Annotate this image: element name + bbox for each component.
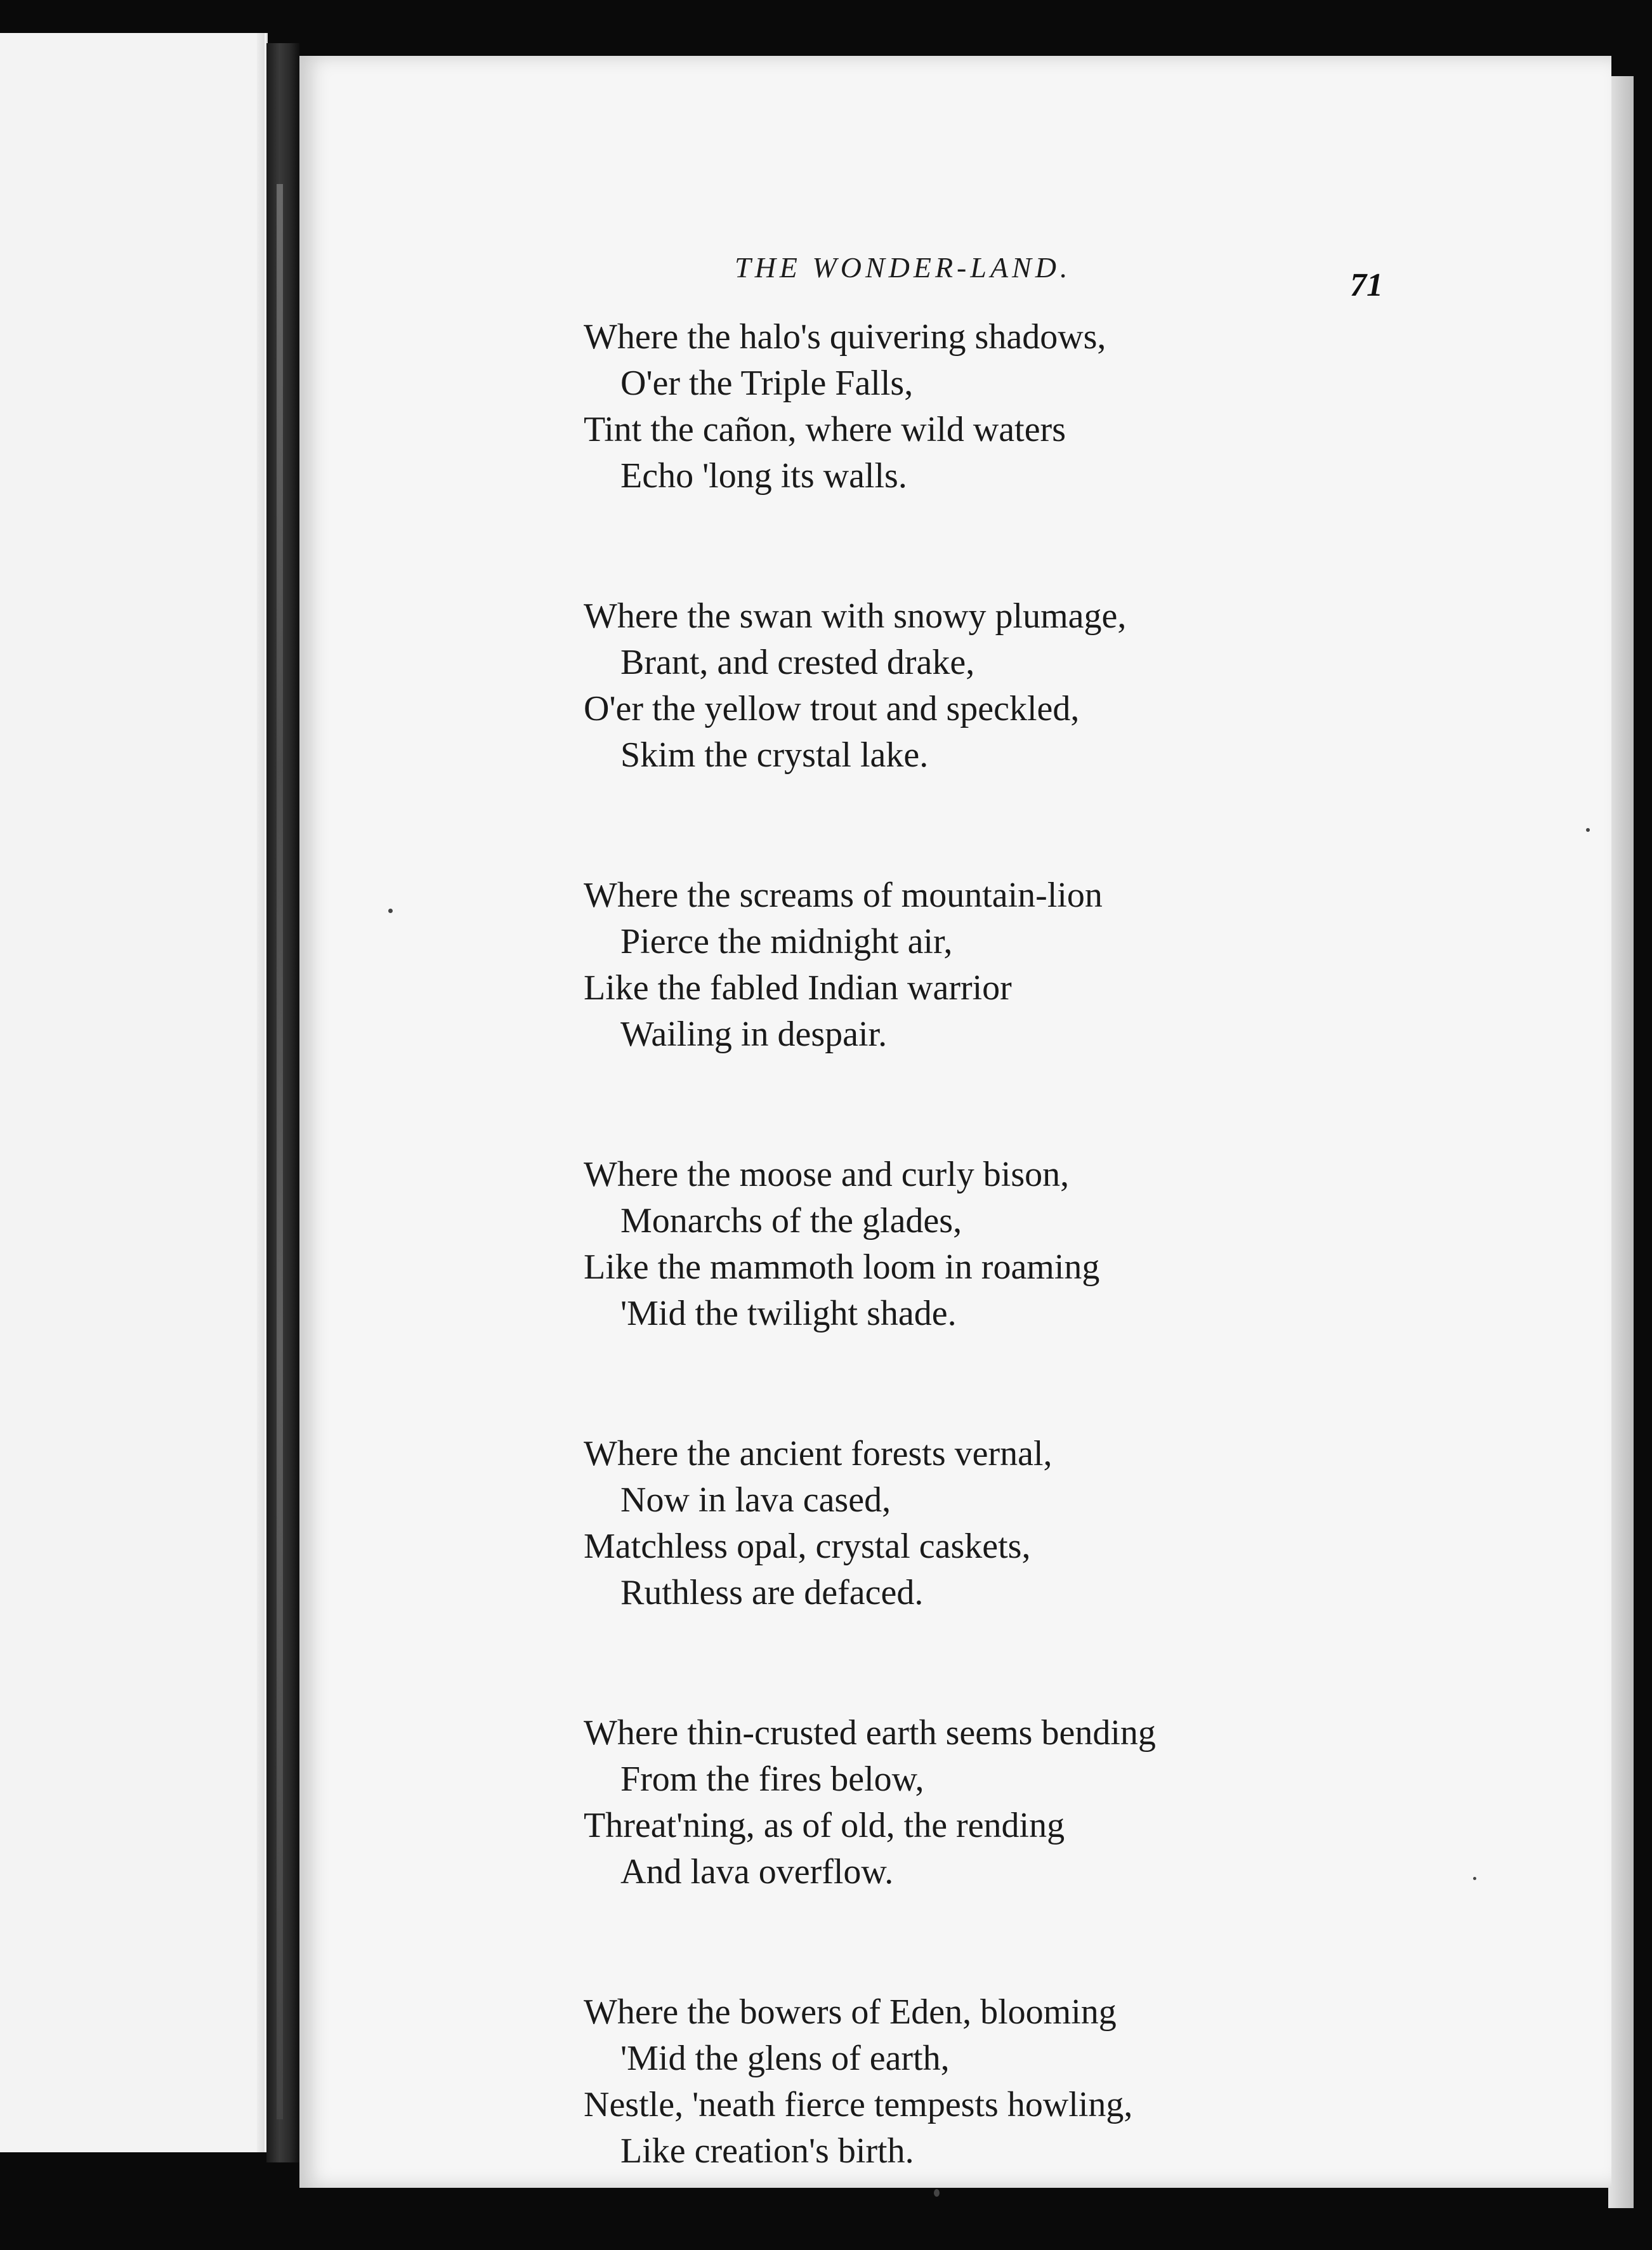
poem-line: Wailing in despair.: [620, 1015, 888, 1054]
page-number: 71: [1350, 267, 1383, 303]
poem-line: Matchless opal, crystal caskets,: [584, 1527, 1031, 1566]
poem-line: Nestle, 'neath fierce tempests howling,: [584, 2085, 1133, 2124]
poem-line: Echo 'long its walls.: [620, 456, 907, 496]
poem-line: And lava overflow.: [620, 1852, 894, 1891]
poem-line: Brant, and crested drake,: [620, 643, 975, 682]
stanza: [584, 1152, 1282, 1337]
stanza: [584, 1431, 1282, 1616]
stanza: [584, 1710, 1282, 1895]
poem-line: Ruthless are defaced.: [620, 1573, 924, 1612]
poem-line: Like the mammoth loom in roaming: [584, 1247, 1100, 1287]
poem-line: From the fires below,: [620, 1760, 924, 1799]
poem-line: 'Mid the glens of earth,: [620, 2039, 950, 2078]
poem-line: Where the swan with snowy plumage,: [584, 596, 1127, 636]
poem-line: Now in lava cased,: [620, 1480, 891, 1520]
scan-speck: [388, 909, 393, 913]
poem-line: Where the screams of mountain-lion: [584, 876, 1103, 915]
poem-line: Pierce the midnight air,: [620, 922, 953, 961]
poem-line: Like creation's birth.: [620, 2131, 914, 2171]
stanza: [584, 1989, 1282, 2174]
poem-line: Monarchs of the glades,: [620, 1201, 962, 1240]
poem-line: Where the ancient forests vernal,: [584, 1434, 1052, 1473]
poem-line: Where the moose and curly bison,: [584, 1155, 1070, 1194]
scan-speck: [934, 2189, 940, 2197]
poem-text: [584, 314, 1282, 2174]
poem-line: Where the bowers of Eden, blooming: [584, 1992, 1117, 2032]
stanza: [584, 314, 1282, 499]
facing-page-left: [0, 33, 268, 2152]
running-head: THE WONDER-LAND.: [735, 251, 1072, 284]
poem-line: Threat'ning, as of old, the rending: [584, 1806, 1065, 1845]
stanza: [584, 872, 1282, 1058]
gutter-highlight: [277, 184, 283, 2119]
book-gutter: [266, 43, 299, 2162]
facing-page-edge: [257, 33, 265, 2152]
poem-line: Where thin-crusted earth seems bending: [584, 1713, 1156, 1753]
poem-line: Like the fabled Indian warrior: [584, 968, 1012, 1008]
stanza: [584, 593, 1282, 779]
scan-speck: [1586, 828, 1590, 832]
poem-line: O'er the yellow trout and speckled,: [584, 689, 1080, 728]
scan-speck: [1473, 1877, 1476, 1880]
poem-line: 'Mid the twilight shade.: [620, 1294, 957, 1333]
poem-line: Skim the crystal lake.: [620, 735, 929, 775]
page-stack-edge: [1608, 76, 1634, 2208]
poem-line: Where the halo's quivering shadows,: [584, 317, 1106, 357]
poem-line: Tint the cañon, where wild waters: [584, 410, 1066, 449]
poem-line: O'er the Triple Falls,: [620, 364, 914, 403]
